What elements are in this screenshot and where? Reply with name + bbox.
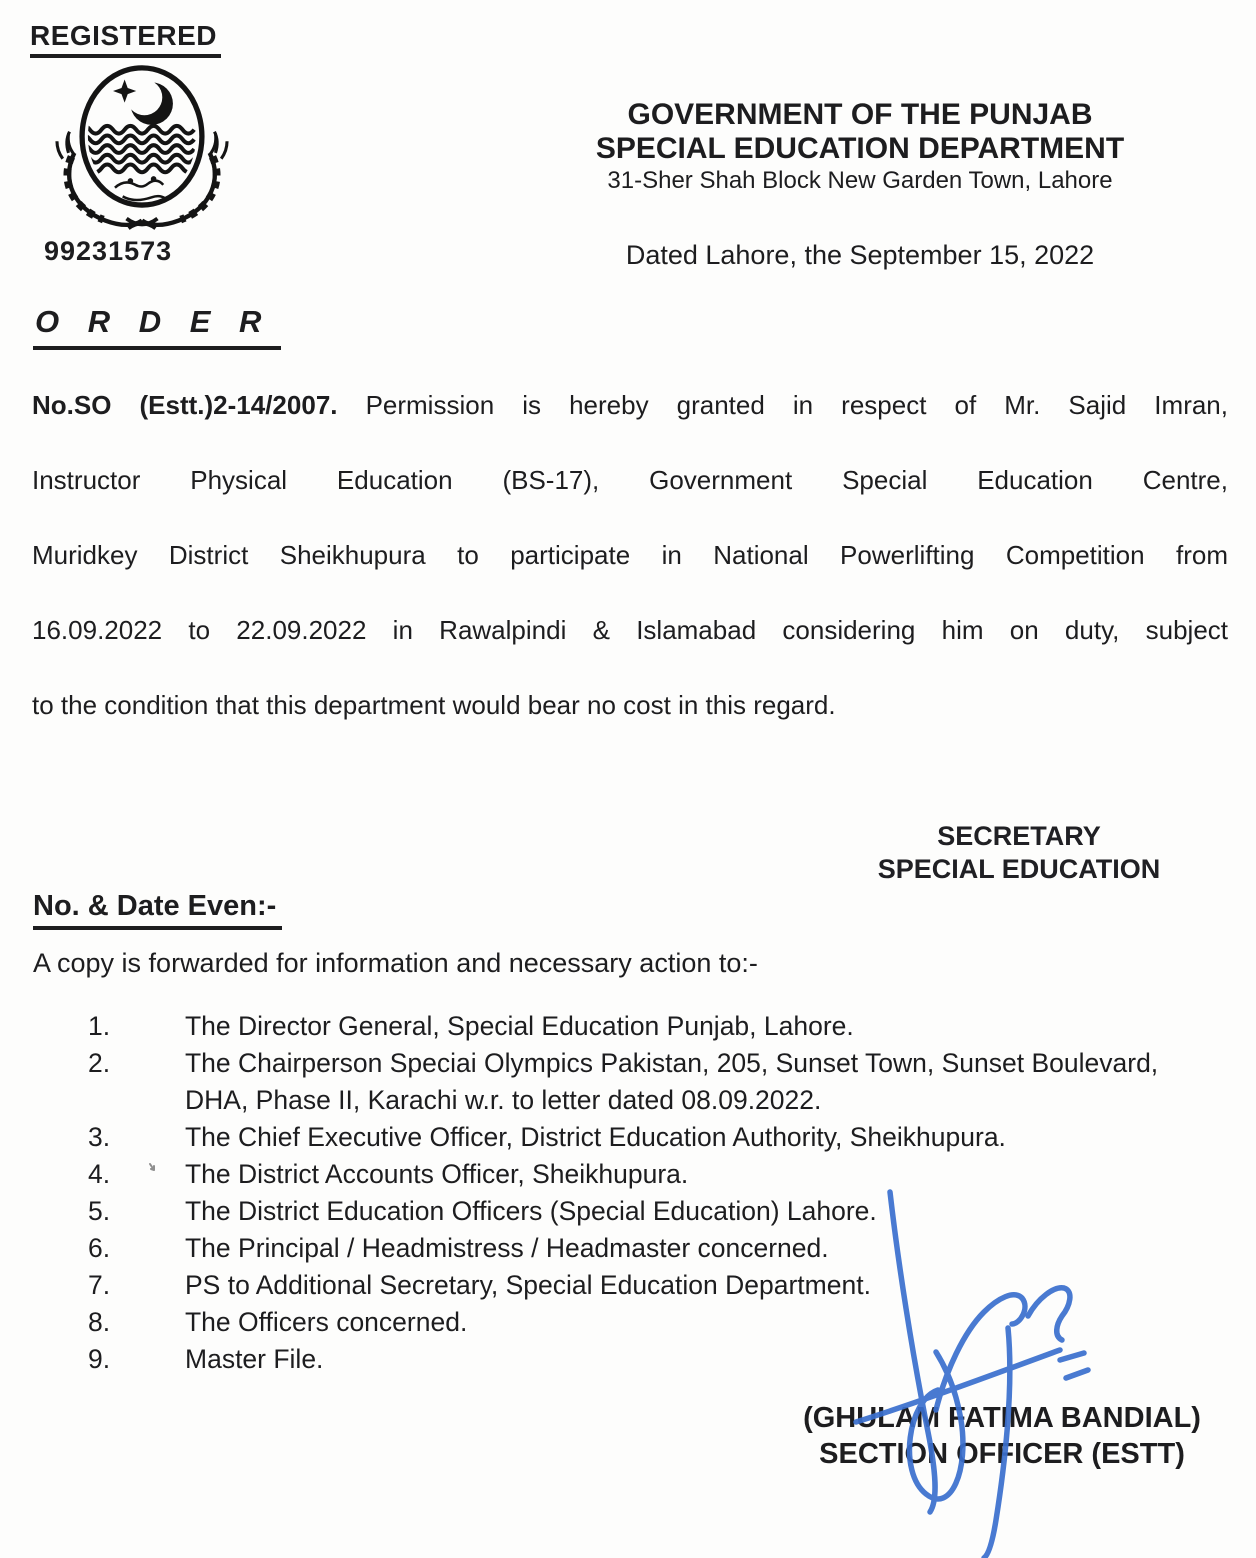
list-item: 9. Master File. <box>88 1344 324 1374</box>
order-body-line: 16.09.2022 to 22.09.2022 in Rawalpindi & Islamabad considering him on duty, subject <box>32 615 1228 645</box>
order-body-line: to the condition that this department would bear no cost in this regard. <box>32 690 836 720</box>
phone-number: 99231573 <box>44 236 173 266</box>
order-body-line: Muridkey District Sheikhupura to participate in National Powerlifting Competition from <box>32 540 1228 570</box>
crescent-star-icon <box>113 79 173 124</box>
list-item: 1. The Director General, Special Education Punjab, Lahore. <box>88 1011 854 1041</box>
letterhead <box>560 98 1160 196</box>
urdu-script-icon <box>115 177 165 200</box>
list-item: 7. PS to Additional Secretary, Special Education Department. <box>88 1270 871 1300</box>
department-line1: GOVERNMENT OF THE PUNJAB <box>627 98 1093 131</box>
order-body <box>32 368 1228 743</box>
department-address: 31-Sher Shah Block New Garden Town, Lahore <box>607 167 1113 194</box>
signatory-secretary-title: SECRETARY <box>937 821 1101 851</box>
signatory-title: SECTION OFFICER (ESTT) <box>819 1438 1185 1470</box>
list-item: 4. The District Accounts Officer, Sheikhupura. <box>88 1159 689 1189</box>
order-body-line: Instructor Physical Education (BS-17), Government Special Education Centre, <box>32 465 1228 495</box>
list-item: 8. The Officers concerned. <box>88 1307 468 1337</box>
signatory-section-officer <box>762 1400 1242 1472</box>
registered-label: REGISTERED <box>30 20 221 58</box>
punjab-emblem-icon <box>44 64 240 236</box>
signatory-secretary-dept: SPECIAL EDUCATION <box>877 854 1161 884</box>
date-line: Dated Lahore, the September 15, 2022 <box>625 240 1095 270</box>
signatory-secretary <box>838 820 1200 886</box>
order-title: O R D E R <box>33 304 281 350</box>
river-waves-icon <box>78 126 194 172</box>
distribution-list <box>88 1008 1208 1378</box>
even-number-heading: No. & Date Even:- <box>33 890 282 930</box>
list-item: 2. The Chairperson Speciai Olympics Pakistan, 205, Sunset Town, Sunset Boulevard, DHA, Phase II, Karachi w.r. to letter dated 08.09.2022. <box>88 1048 1159 1115</box>
department-line2: SPECIAL EDUCATION DEPARTMENT <box>595 132 1125 165</box>
copy-forwarded-intro: A copy is forwarded for information and necessary action to:- <box>33 948 758 978</box>
list-item: 6. The Principal / Headmistress / Headmaster concerned. <box>88 1233 829 1263</box>
order-reference-number: No.SO (Estt.)2-14/2007. <box>32 390 338 420</box>
order-body-line: No.SO (Estt.)2-14/2007. Permission is hereby granted in respect of Mr. Sajid Imran, <box>32 390 1228 420</box>
signatory-name: (GHULAM FATIMA BANDIAL) <box>803 1402 1201 1434</box>
list-item: 3. The Chief Executive Officer, District Education Authority, Sheikhupura. <box>88 1122 1006 1152</box>
list-item: 5. The District Education Officers (Special Education) Lahore. <box>88 1196 877 1226</box>
